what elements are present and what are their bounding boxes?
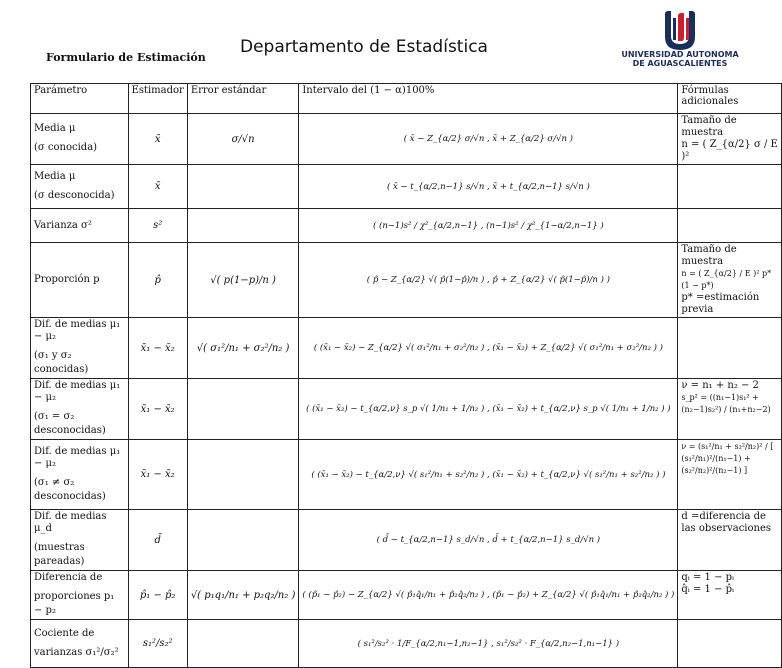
cell-estimator-text: x̄ xyxy=(154,181,161,192)
cell-interval-text: ( p̂ − Z_{α/2} √( p̂(1−p̂)/n ) , p̂ + Z_{α/2} √( p̂(1−p̂)/n ) ) xyxy=(366,275,610,285)
cell-estimator xyxy=(128,440,187,510)
extra-formula: ν = n₁ + n₂ − 2 xyxy=(681,380,759,391)
table-row xyxy=(31,440,782,510)
cell-estimator-text: p̂ xyxy=(154,274,161,286)
cell-error xyxy=(187,510,299,571)
table-row xyxy=(31,209,782,243)
cell-parameter xyxy=(31,243,129,318)
parameter-line-1: Dif. de medias μ_d xyxy=(34,511,107,534)
parameter-line-1: Dif. de medias μ₁ − μ₂ xyxy=(34,380,121,403)
cell-interval-text: ( x̄ − t_{α/2,n−1} s/√n , x̄ + t_{α/2,n−1} s/√n ) xyxy=(386,181,590,192)
cell-estimator xyxy=(128,379,187,440)
cell-error xyxy=(187,209,299,243)
page-header xyxy=(0,0,768,80)
cell-extra xyxy=(678,209,782,243)
parameter-line-2: (σ₁ y σ₂ conocidas) xyxy=(34,350,89,375)
col-header-parameter: Parámetro xyxy=(31,84,129,114)
parameter-line-1: Media μ xyxy=(34,123,76,134)
col-header-interval: Intervalo del (1 − α)100% xyxy=(299,84,678,114)
table-row xyxy=(31,318,782,379)
cell-interval-text: ( d̄ − t_{α/2,n−1} s_d/√n , d̄ + t_{α/2,n−1} s_d/√n ) xyxy=(376,535,601,545)
cell-extra xyxy=(678,243,782,318)
cell-parameter xyxy=(31,440,129,510)
cell-extra xyxy=(678,440,782,510)
cell-parameter xyxy=(31,209,129,243)
cell-interval xyxy=(299,209,678,243)
cell-extra xyxy=(678,571,782,620)
cell-parameter xyxy=(31,379,129,440)
cell-interval xyxy=(299,318,678,379)
parameter-line-2: (σ₁ ≠ σ₂ desconocidas) xyxy=(34,476,106,502)
table-row xyxy=(31,571,782,620)
cell-error xyxy=(187,440,299,510)
university-line-2: DE AGUASCALIENTES xyxy=(632,59,728,68)
extra-formula: Tamaño de muestra xyxy=(681,244,737,267)
cell-parameter xyxy=(31,114,129,165)
parameter-line-2: (muestras pareadas) xyxy=(34,542,85,567)
cell-estimator-text: x̄₁ − x̄₂ xyxy=(140,342,175,354)
extra-formula: qᵢ = 1 − pᵢ xyxy=(681,572,735,583)
cell-extra xyxy=(678,114,782,165)
cell-error-text: √( p(1−p)/n ) xyxy=(210,274,276,286)
cell-error-text: √( σ₁²/n₁ + σ₂²/n₂ ) xyxy=(196,342,290,354)
table-row xyxy=(31,379,782,440)
table-row xyxy=(31,243,782,318)
cell-interval-text: ( (x̄₁ − x̄₂) − t_{α/2,ν} s_p √( 1/n₁ + 1/n₂ ) , (x̄₁ − x̄₂) + t_{α/2,ν} s_p √( 1/n₁ + 1/n₂ ) ) xyxy=(306,404,671,414)
parameter-line-2: proporciones p₁ − p₂ xyxy=(34,591,115,616)
parameter-line-1: Varianza σ² xyxy=(34,219,92,231)
university-name xyxy=(615,50,745,68)
cell-estimator xyxy=(128,165,187,209)
cell-estimator xyxy=(128,243,187,318)
cell-interval xyxy=(299,379,678,440)
parameter-line-1: Dif. de medias μ₁ − μ₂ xyxy=(34,319,121,342)
parameter-line-1: Dif. de medias μ₁ − μ₂ xyxy=(34,445,121,469)
cell-interval xyxy=(299,440,678,510)
cell-estimator-text: x̄₁ − x̄₂ xyxy=(140,403,175,415)
cell-interval-text: ( (p̂₁ − p̂₂) − Z_{α/2} √( p̂₁q̂₁/n₁ + p̂₂q̂₂/n₂ ) , (p̂₁ − p̂₂) + Z_{α/2} √( p̂₁q̂₁/n₁ + p̂₂q̂₂/n₂ ) ) xyxy=(302,590,675,600)
cell-extra xyxy=(678,510,782,571)
cell-extra xyxy=(678,620,782,668)
col-header-extra: Fórmulas adicionales xyxy=(678,84,782,114)
extra-formula: n = ( Z_{α/2} σ / E )² xyxy=(681,139,778,162)
estimation-table xyxy=(30,83,782,668)
cell-extra xyxy=(678,318,782,379)
cell-estimator-text: x̄ xyxy=(154,133,161,145)
university-line-1: UNIVERSIDAD AUTONOMA xyxy=(621,50,739,59)
cell-parameter xyxy=(31,165,129,209)
cell-interval-text: ( (x̄₁ − x̄₂) − Z_{α/2} √( σ₁²/n₁ + σ₂²/n₂ ) , (x̄₁ − x̄₂) + Z_{α/2} √( σ₁²/n₁ + σ₂²/n₂ ) ) xyxy=(313,343,663,353)
cell-parameter xyxy=(31,571,129,620)
parameter-line-1: Diferencia de xyxy=(34,572,103,583)
cell-error xyxy=(187,620,299,668)
cell-estimator-text: d̄ xyxy=(154,534,161,546)
col-header-estimator: Estimador xyxy=(128,84,187,114)
cell-interval-text: ( (x̄₁ − x̄₂) − t_{α/2,ν} √( s₁²/n₁ + s₂²/n₂ ) , (x̄₁ − x̄₂) + t_{α/2,ν} √( s₁²/n₁ + s₂²/n₂ ) ) xyxy=(311,469,666,480)
cell-extra xyxy=(678,379,782,440)
cell-estimator xyxy=(128,318,187,379)
table-row xyxy=(31,510,782,571)
cell-estimator-text: p̂₁ − p̂₂ xyxy=(139,589,176,601)
cell-estimator xyxy=(128,620,187,668)
cell-error-text: σ/√n xyxy=(231,133,255,145)
table-row xyxy=(31,114,782,165)
parameter-line-2: (σ₁ = σ₂ desconocidas) xyxy=(34,411,106,436)
cell-interval xyxy=(299,243,678,318)
cell-estimator xyxy=(128,114,187,165)
cell-estimator-text: x̄₁ − x̄₂ xyxy=(140,469,175,480)
extra-formula: ν = (s₁²/n₁ + s₂²/n₂)² / [ (s₁²/n₁)²/(n₁−1) + (s₂²/n₂)²/(n₂−1) ] xyxy=(681,442,774,475)
cell-extra xyxy=(678,165,782,209)
extra-formula: las observaciones xyxy=(681,523,772,534)
cell-error-text: √( p₁q₁/n₁ + p₂q₂/n₂ ) xyxy=(190,589,296,601)
parameter-line-2: varianzas σ₁²/σ₂² xyxy=(34,646,119,658)
cell-estimator xyxy=(128,571,187,620)
cell-interval-text: ( x̄ − Z_{α/2} σ/√n , x̄ + Z_{α/2} σ/√n ) xyxy=(403,134,573,144)
cell-parameter xyxy=(31,510,129,571)
cell-parameter xyxy=(31,318,129,379)
cell-interval xyxy=(299,510,678,571)
form-title: Formulario de Estimación xyxy=(46,51,206,64)
table-row xyxy=(31,165,782,209)
cell-interval xyxy=(299,620,678,668)
cell-estimator-text: s² xyxy=(153,220,163,231)
parameter-line-1: Media μ xyxy=(34,170,76,182)
department-title: Departamento de Estadística xyxy=(240,37,488,57)
parameter-line-2: (σ desconocida) xyxy=(34,189,115,201)
cell-error xyxy=(187,165,299,209)
table-body xyxy=(31,114,782,668)
cell-error xyxy=(187,114,299,165)
cell-error xyxy=(187,571,299,620)
parameter-line-2: (σ conocida) xyxy=(34,142,98,153)
cell-interval-text: ( (n−1)s² / χ²_{α/2,n−1} , (n−1)s² / χ²_{1−α/2,n−1} ) xyxy=(373,220,604,231)
table-row xyxy=(31,620,782,668)
extra-formula: q̂ᵢ = 1 − p̂ᵢ xyxy=(681,584,735,595)
cell-interval xyxy=(299,571,678,620)
col-header-error: Error estándar xyxy=(187,84,299,114)
parameter-line-1: Cociente de xyxy=(34,627,95,639)
extra-formula: p* =estimación previa xyxy=(681,292,760,315)
cell-error xyxy=(187,243,299,318)
cell-interval xyxy=(299,114,678,165)
extra-formula: n = ( Z_{α/2} / E )² p*(1 − p*) xyxy=(681,269,772,290)
cell-error xyxy=(187,379,299,440)
cell-error xyxy=(187,318,299,379)
cell-interval xyxy=(299,165,678,209)
cell-estimator xyxy=(128,209,187,243)
cell-estimator xyxy=(128,510,187,571)
extra-formula: Tamaño de muestra xyxy=(681,115,737,138)
cell-interval-text: ( s₁²/s₂² · 1/F_{α/2,n₁−1,n₂−1} , s₁²/s₂² · F_{α/2,n₂−1,n₁−1} ) xyxy=(357,638,620,649)
cell-estimator-text: s₁²/s₂² xyxy=(142,638,173,649)
extra-formula: s_p² = ((n₁−1)s₁² + (n₂−1)s₂²) / (n₁+n₂−2) xyxy=(681,393,771,414)
extra-formula: d =diferencia de xyxy=(681,511,766,522)
table-header-row xyxy=(31,84,782,114)
parameter-line-1: Proporción p xyxy=(34,274,100,285)
cell-parameter xyxy=(31,620,129,668)
